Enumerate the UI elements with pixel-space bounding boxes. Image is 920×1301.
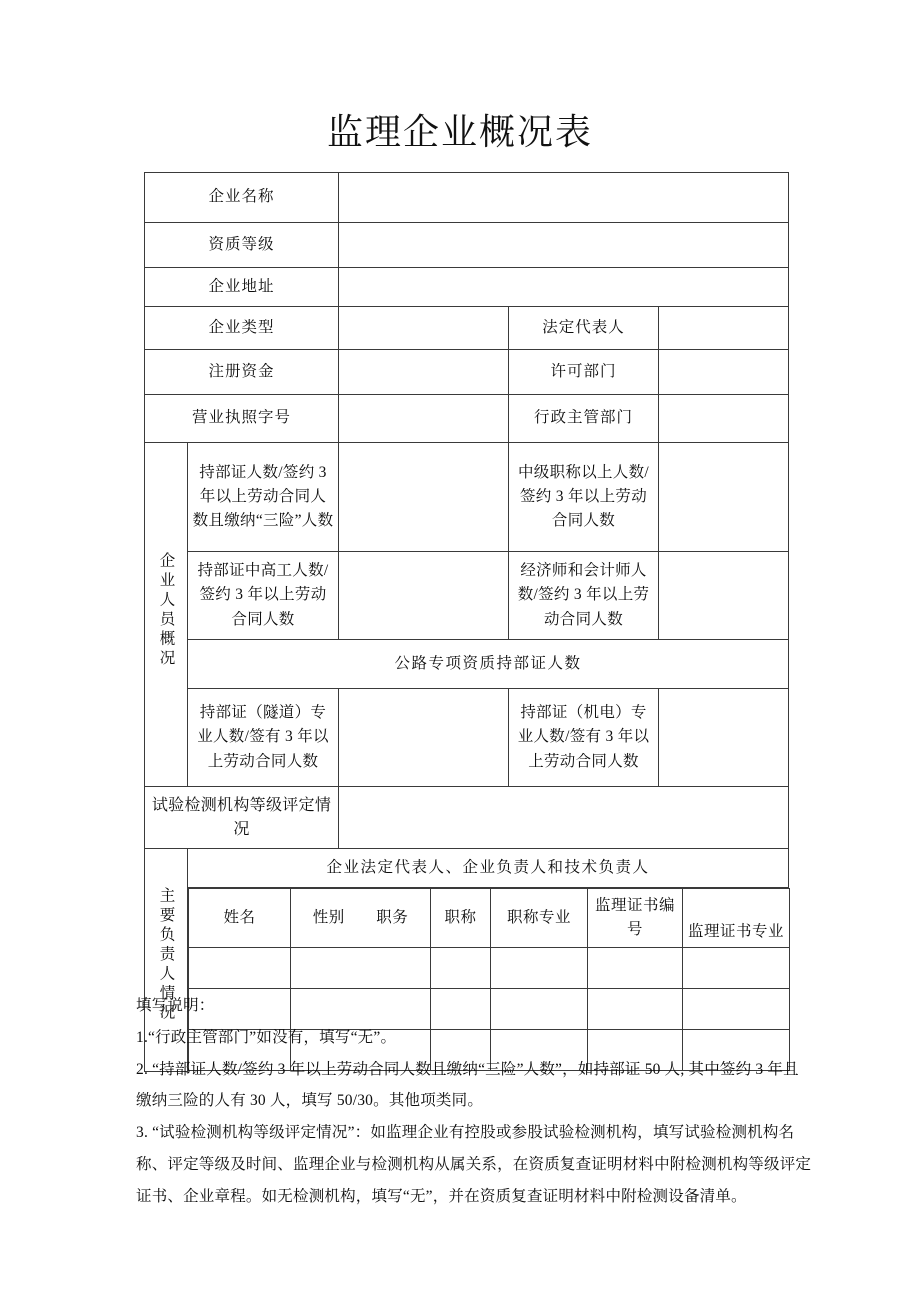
table-row-cert-holders xyxy=(145,443,789,552)
company-profile-table xyxy=(144,172,789,1072)
field-admin-department[interactable] xyxy=(659,395,789,443)
cell-gender-position[interactable] xyxy=(291,948,431,989)
notes-heading: 填写说明： xyxy=(136,997,215,1014)
field-qualification-level[interactable] xyxy=(339,223,789,268)
field-registered-capital[interactable] xyxy=(339,350,509,395)
label-mid-title-holders: 中级职称以上人数/签约 3 年以上劳动合同人数 xyxy=(509,443,659,552)
label-permit-department: 许可部门 xyxy=(509,350,659,395)
cell-cert-number[interactable] xyxy=(588,948,683,989)
field-test-organization[interactable] xyxy=(339,787,789,849)
label-economist-accountant: 经济师和会计师人数/签约 3 年以上劳动合同人数 xyxy=(509,552,659,640)
cell-cert-major[interactable] xyxy=(683,948,790,989)
table-row-company-name xyxy=(145,173,789,223)
table-row-tunnel-electromech xyxy=(145,689,789,787)
table-row-company-type xyxy=(145,307,789,350)
label-tunnel-specialty: 持部证（隧道）专业人数/签有 3 年以上劳动合同人数 xyxy=(188,689,339,787)
label-test-organization: 试验检测机构等级评定情况 xyxy=(145,787,339,849)
label-personnel-section-vertical xyxy=(145,443,188,787)
label-business-license-no: 营业执照字号 xyxy=(145,395,339,443)
table-row xyxy=(189,948,790,989)
field-permit-department[interactable] xyxy=(659,350,789,395)
label-senior-engineers: 持部证中高工人数/签约 3 年以上劳动合同人数 xyxy=(188,552,339,640)
label-registered-capital: 注册资金 xyxy=(145,350,339,395)
table-row-company-address xyxy=(145,268,789,307)
field-electromech-specialty[interactable] xyxy=(659,689,789,787)
field-senior-engineers[interactable] xyxy=(339,552,509,640)
table-row xyxy=(189,889,790,948)
label-special-qualification-title: 公路专项资质持部证人数 xyxy=(188,640,789,689)
label-company-address: 企业地址 xyxy=(145,268,339,307)
col-header-name: 姓名 xyxy=(189,889,291,948)
note-item-3: 3. “试验检测机构等级评定情况”：如监理企业有控股或参股试验检测机构，填写试验检测机构名称、评定等级及时间、监理企业与检测机构从属关系，在资质复查证明材料中附检测机构等级评定证书、企业章程。如无检测机构，填写“无”，并在资质复查证明材料中附检测设备清单。 xyxy=(136,1124,812,1205)
cell-title-major[interactable] xyxy=(491,948,588,989)
field-tunnel-specialty[interactable] xyxy=(339,689,509,787)
table-row-registered-capital xyxy=(145,350,789,395)
page-title: 监理企业概况表 xyxy=(326,111,593,152)
col-header-cert-major: 监理证书专业 xyxy=(683,889,790,948)
note-item-2: 2. “持部证人数/签约 3 年以上劳动合同人数且缴纳“三险”人数”，如持部证 50 人, 其中签约 3 年且缴纳三险的人有 30 人，填写 50/30。其他项类同。 xyxy=(136,1060,799,1110)
col-header-title-major: 职称专业 xyxy=(491,889,588,948)
label-responsible-group-title: 企业法定代表人、企业负责人和技术负责人 xyxy=(188,849,789,888)
label-cert-holders: 持部证人数/签约 3 年以上劳动合同人数且缴纳“三险”人数 xyxy=(188,443,339,552)
col-header-cert-number: 监理证书编号 xyxy=(588,889,683,948)
field-cert-holders[interactable] xyxy=(339,443,509,552)
notes-block xyxy=(136,990,812,1212)
responsible-vertical-text: 主要负责人情况 xyxy=(157,887,175,1024)
label-company-name: 企业名称 xyxy=(145,173,339,223)
field-company-name[interactable] xyxy=(339,173,789,223)
field-economist-accountant[interactable] xyxy=(659,552,789,640)
table-row-business-license xyxy=(145,395,789,443)
field-company-type[interactable] xyxy=(339,307,509,350)
table-row-qualification-level xyxy=(145,223,789,268)
label-legal-representative: 法定代表人 xyxy=(509,307,659,350)
table-row-senior-engineers xyxy=(145,552,789,640)
label-admin-department: 行政主管部门 xyxy=(509,395,659,443)
col-header-position: 职务 xyxy=(376,908,409,926)
field-mid-title-holders[interactable] xyxy=(659,443,789,552)
personnel-vertical-text: 企业人员概况 xyxy=(157,551,175,669)
field-business-license-no[interactable] xyxy=(339,395,509,443)
cell-title[interactable] xyxy=(431,948,491,989)
label-company-type: 企业类型 xyxy=(145,307,339,350)
col-header-title: 职称 xyxy=(431,889,491,948)
label-qualification-level: 资质等级 xyxy=(145,223,339,268)
note-item-1: 1.“行政主管部门”如没有，填写“无”。 xyxy=(136,1028,397,1046)
table-row-test-organization xyxy=(145,787,789,849)
table-row-responsible-group-title xyxy=(145,849,789,888)
cell-name[interactable] xyxy=(189,948,291,989)
col-header-gender: 性别 xyxy=(312,908,345,926)
company-profile-table-wrapper xyxy=(144,172,788,1072)
label-electromech-specialty: 持部证（机电）专业人数/签有 3 年以上劳动合同人数 xyxy=(509,689,659,787)
field-company-address[interactable] xyxy=(339,268,789,307)
field-legal-representative[interactable] xyxy=(659,307,789,350)
table-row-special-qualification-title xyxy=(145,640,789,689)
col-header-gender-position xyxy=(291,889,431,948)
